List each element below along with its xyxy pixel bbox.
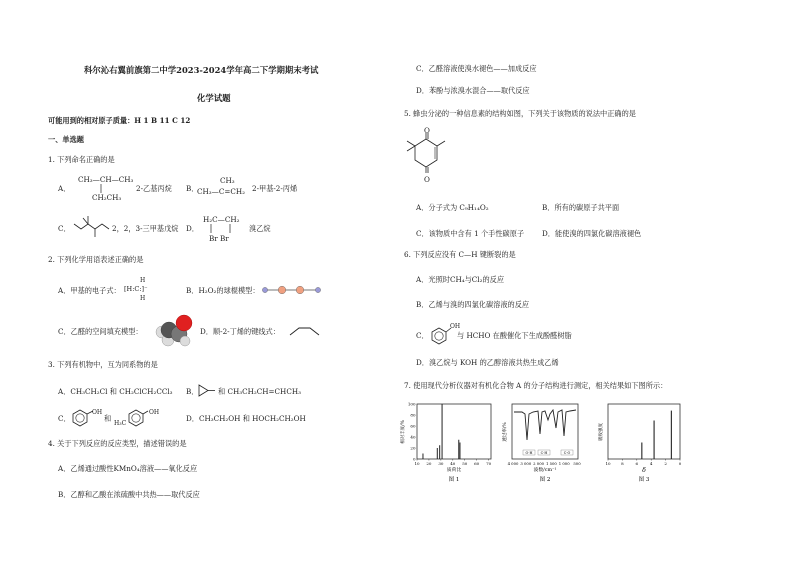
q5-option-c: C．该物质中含有 1 个手性碳原子 [416,229,525,238]
q4-option-d: D．苯酚与浓溴水混合——取代反应 [416,86,530,95]
fig2-caption: 图 2 [539,477,551,483]
fig2-label-oh: O-H [525,450,533,455]
q6-option-a: A．光照时CH₄与Cl₂的反应 [416,275,505,284]
q1-d-structure-top: H₂C—CH₂ [203,215,240,224]
fig1-xtick-label: 50 [462,461,468,466]
fig2-xtick-label: 1 500 [545,461,557,466]
fig1-ytick-label: 0 [412,456,416,462]
q6-option-c-rest: 与 HCHO 在酸催化下生成酚醛树脂 [457,331,572,340]
q3-option-b-rest: 和 CH₃CH₂CH=CHCH₃ [218,387,301,396]
q1-b-structure-main: CH₃—C=CH₂ [197,187,246,196]
q6-c-oh: OH [450,323,461,330]
q5-oxygen-top: O [424,126,430,135]
q2-option-c: C．乙醛的空间填充模型： [58,327,143,336]
q1-a-name: 2-乙基丙烷 [136,184,172,193]
q3-stem: 3. 下列有机物中，互为同系物的是 [48,360,158,369]
fig1-ytick-label: 100 [407,401,416,407]
q1-c-name: 2，2，3-三甲基戊烷 [112,224,179,233]
q1-a-structure-branch: CH₂CH₃ [92,193,122,202]
fig2-label-ch: C-H [540,450,548,455]
fig2-xtick-label: 500 [573,461,581,466]
exam-subtitle: 化学试题 [197,93,231,103]
fig1-xtick-label: 40 [450,461,456,466]
figure-2-ir-spectrum [500,398,590,488]
fig3-ylabel: 吸收强度 [599,423,604,441]
fig1-caption: 图 1 [448,477,460,483]
fig1-ytick-label: 60 [410,423,416,429]
q1-d-structure-bottom: Br Br [209,234,229,243]
fig1-ytick-label: 80 [410,412,416,418]
fig2-xtick-label: 2 000 [533,461,545,466]
fig2-xtick-label: 4 000 [507,461,519,466]
q4-option-c: C．乙醛溶液使溴水褪色——加成反应 [416,64,537,73]
q1-a-bond [100,184,102,194]
q6-option-c-label: C． [416,331,429,340]
q1-option-c-label: C． [58,224,71,233]
q3-c-oh-2: OH [149,409,160,416]
q1-option-d-label: D． [186,224,199,233]
fig3-caption: 图 3 [638,477,650,483]
q2-electron-formula-top: H [140,277,146,284]
fig1-ytick-label: 20 [410,445,416,451]
q4-option-a: A．乙烯通过酸性KMnO₄溶液——氧化反应 [58,464,198,473]
fig1-ytick-label: 40 [410,434,416,440]
fig2-label-co: C-O [563,450,571,455]
fig3-xtick-label: 0 [678,461,682,466]
fig3-frame [608,404,680,459]
figure-1-mass-spectrum [398,398,498,488]
q3-option-d: D．CH₃CH₂OH 和 HOCH₂CH₂OH [186,414,306,423]
q2-stem: 2. 下列化学用语表述正确的是 [48,255,144,264]
q7-stem: 7. 使用现代分析仪器对有机化合物 A 的分子结构进行测定，相关结果如下图所示： [404,381,668,390]
q1-option-a-label: A． [58,184,71,193]
q3-option-a: A．CH₃CH₂Cl 和 CH₂ClCH₂CCl₃ [58,387,173,396]
q3-c-cresol-ring [128,409,150,427]
q5-stem: 5. 蜂虫分泌的一种信息素的结构如图，下列关于该物质的说法中正确的是 [404,109,636,118]
atomic-masses: 可能用到的相对原子质量：H 1 B 11 C 12 [48,116,191,125]
q3-b-cyclopropyl-structure [198,384,216,398]
exam-title: 科尔沁右翼前旗第二中学2023-2024学年高二下学期期末考试 [84,65,319,75]
q5-option-a: A．分子式为 C₉H₁₄O₂ [416,203,489,212]
fig1-xtick-label: 10 [414,461,420,466]
q3-c-and: 和 [104,414,112,423]
fig3-xtick-label: 2 [664,461,667,466]
q5-oxygen-bottom: O [424,175,430,184]
q6-option-b: B．乙烯与溴的四氯化碳溶液的反应 [416,300,530,309]
fig2-xtick-label: 1 000 [558,461,570,466]
fig3-xlabel: δ [642,467,646,474]
q2-option-a: A．甲基的电子式： [58,286,121,295]
fig3-xtick-label: 10 [605,461,611,466]
q1-option-b-label: B． [186,184,199,193]
q1-b-structure-top: CH₃ [220,176,235,185]
fig2-ylabel: 透过率/% [503,422,508,442]
section-heading: 一、单选题 [48,135,84,144]
fig1-frame [417,404,491,459]
fig3-xtick-label: 4 [649,461,653,466]
q2-electron-formula-bottom: H [140,295,146,302]
acetaldehyde-space-filling-model [155,313,195,347]
q1-stem: 1. 下列命名正确的是 [48,155,115,164]
q3-c-oh-1: OH [92,409,103,416]
fig1-xlabel: 质荷比 [446,468,462,473]
fig1-xtick-label: 60 [474,461,480,466]
fig3-xtick-label: 6 [635,461,639,466]
q2-option-b: B．H₂O₂的球棍模型： [186,286,260,295]
q2-option-d: D．顺-2-丁烯的键线式： [200,327,280,336]
fig1-xtick-label: 30 [438,461,444,466]
q6-option-d: D．溴乙烷与 KOH 的乙醇溶液共热生成乙烯 [416,358,559,367]
q5-option-b: B．所有的碳原子共平面 [542,203,620,212]
fig1-ylabel: 相对丰度/% [401,420,406,444]
h2o2-ball-stick-model [262,285,322,295]
fig1-xtick-label: 20 [426,461,432,466]
q1-b-name: 2-甲基-2-丙烯 [252,184,298,193]
fig3-xtick-label: 8 [621,461,624,466]
q6-stem: 6. 下列反应没有 C—H 键断裂的是 [404,250,516,259]
phenol-structure [430,325,452,345]
cis-2-butene-line-formula [289,325,321,337]
fig1-xtick-label: 70 [486,461,492,466]
q1-d-name: 溴乙烷 [249,224,271,233]
q3-option-c-label: C． [58,414,71,423]
q3-option-b-label: B． [186,387,199,396]
fig2-xlabel: 波数/cm⁻¹ [533,468,557,473]
fig2-ir-trace [514,410,576,440]
q3-c-methyl: H₃C [114,420,127,427]
q2-electron-formula: [H:C:]⁻ [124,285,148,293]
q1-d-bonds [206,224,236,234]
q3-c-benzyl-alcohol-ring [72,409,94,427]
figure-3-nmr-spectrum [596,398,686,488]
fig2-xtick-label: 3 000 [520,461,532,466]
q4-option-b: B．乙醇和乙酸在浓硫酸中共热——取代反应 [58,490,200,499]
q4-stem: 4. 关于下列反应的反应类型，描述错误的是 [48,439,187,448]
q1-a-structure-top: CH₃—CH—CH₃ [78,175,134,184]
q1-c-skeletal-structure [74,214,110,240]
q5-option-d: D．能使溴的四氯化碳溶液褪色 [542,229,642,238]
